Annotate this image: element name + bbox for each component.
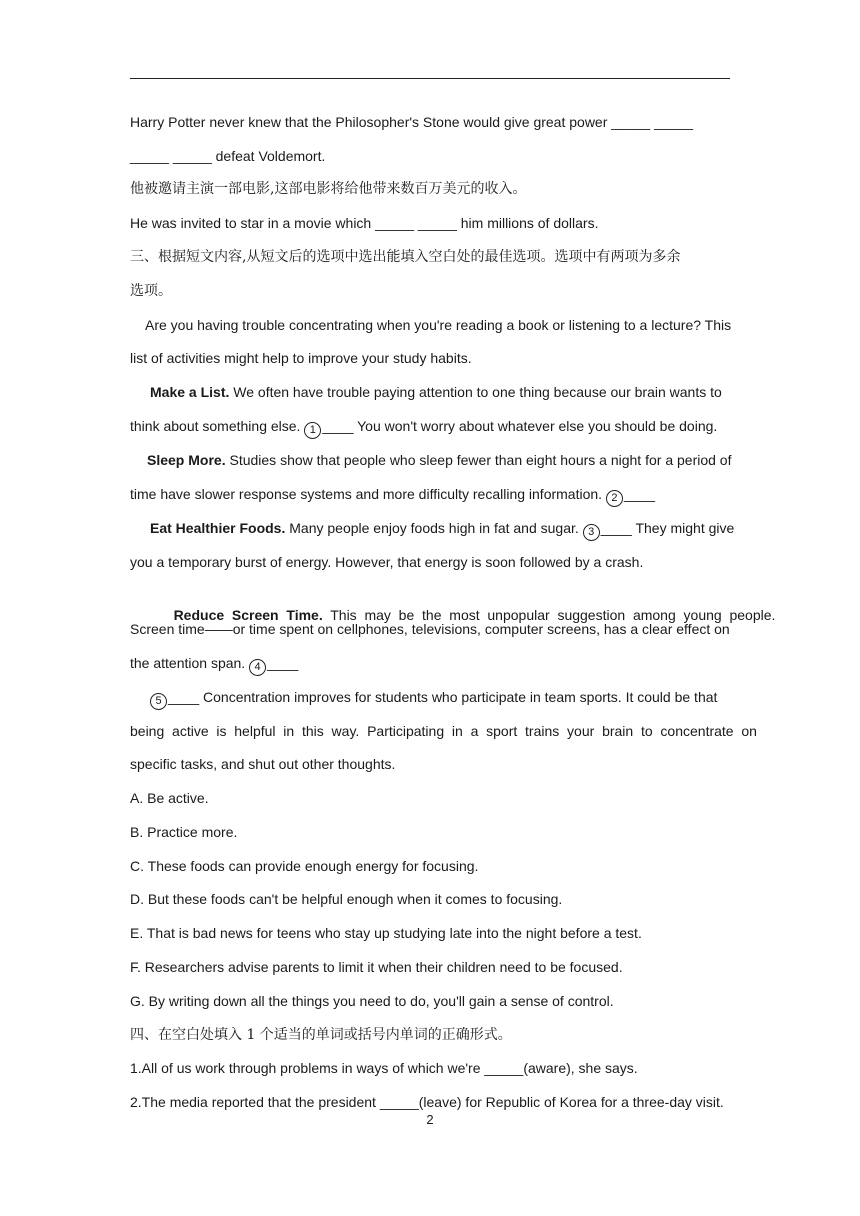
text-line: you a temporary burst of energy. However, that energy is soon followed by a crash. xyxy=(130,554,644,570)
header-rule xyxy=(130,78,730,79)
subheading: Eat Healthier Foods. xyxy=(150,520,286,536)
paragraph-line: Sleep More. Studies show that people who sleep fewer than eight hours a night for a period of xyxy=(147,452,732,468)
text-line: He was invited to star in a movie which _____ _____ him millions of dollars. xyxy=(130,215,599,231)
question-2: 2.The media reported that the president _____(leave) for Republic of Korea for a three-day visit. xyxy=(130,1094,724,1110)
text-line: list of activities might help to improve your study habits. xyxy=(130,350,472,366)
section-heading: 选项。 xyxy=(130,283,172,299)
paragraph-line: Eat Healthier Foods. Many people enjoy foods high in fat and sugar. 3 ____ They might give xyxy=(150,518,730,541)
blank-number: 3 xyxy=(583,524,600,541)
question-1: 1.All of us work through problems in ways of which we're _____(aware), she says. xyxy=(130,1060,638,1076)
option-f: F. Researchers advise parents to limit it when their children need to be focused. xyxy=(130,959,623,975)
text-line: _____ _____ defeat Voldemort. xyxy=(130,148,326,164)
paragraph-line: 5 ____ Concentration improves for students who participate in team sports. It could be that xyxy=(150,687,730,710)
blank-number: 2 xyxy=(606,490,623,507)
option-a: A. Be active. xyxy=(130,790,209,806)
section-heading: 三、根据短文内容,从短文后的选项中选出能填入空白处的最佳选项。选项中有两项为多余 xyxy=(130,249,681,265)
option-g: G. By writing down all the things you need to do, you'll gain a sense of control. xyxy=(130,993,614,1009)
text-line: specific tasks, and shut out other thoughts. xyxy=(130,756,396,772)
option-d: D. But these foods can't be helpful enough when it comes to focusing. xyxy=(130,891,563,907)
paragraph-line: the attention span. 4 ____ xyxy=(130,653,730,676)
text-line: Are you having trouble concentrating when you're reading a book or listening to a lecture? This xyxy=(145,317,732,333)
option-b: B. Practice more. xyxy=(130,824,238,840)
text-line: Harry Potter never knew that the Philosopher's Stone would give great power _____ _____ xyxy=(130,114,694,130)
paragraph-line: think about something else. 1 ____ You won't worry about whatever else you should be doing. xyxy=(130,416,730,439)
text-line: 他被邀请主演一部电影,这部电影将给他带来数百万美元的收入。 xyxy=(130,181,527,197)
text-line: Screen time——or time spent on cellphones, televisions, computer screens, has a clear effect on xyxy=(130,621,730,637)
blank-number: 5 xyxy=(150,693,167,710)
paragraph-line: time have slower response systems and more difficulty recalling information. 2 ____ xyxy=(130,484,730,507)
subheading: Reduce Screen Time. xyxy=(173,607,323,623)
subheading: Make a List. xyxy=(150,384,230,400)
paragraph-line: Make a List. We often have trouble paying attention to one thing because our brain wants to xyxy=(150,384,722,400)
page-number: 2 xyxy=(426,1112,434,1127)
option-c: C. These foods can provide enough energy for focusing. xyxy=(130,858,479,874)
option-e: E. That is bad news for teens who stay up studying late into the night before a test. xyxy=(130,925,642,941)
paragraph-line: Reduce Screen Time. This may be the most unpopular suggestion among young people. xyxy=(173,607,776,623)
blank-number: 1 xyxy=(304,422,321,439)
section-heading: 四、在空白处填入 1 个适当的单词或括号内单词的正确形式。 xyxy=(130,1027,512,1043)
blank-number: 4 xyxy=(249,659,266,676)
subheading: Sleep More. xyxy=(147,452,226,468)
text-line: being active is helpful in this way. Participating in a sport trains your brain to concentrate on xyxy=(130,723,757,739)
